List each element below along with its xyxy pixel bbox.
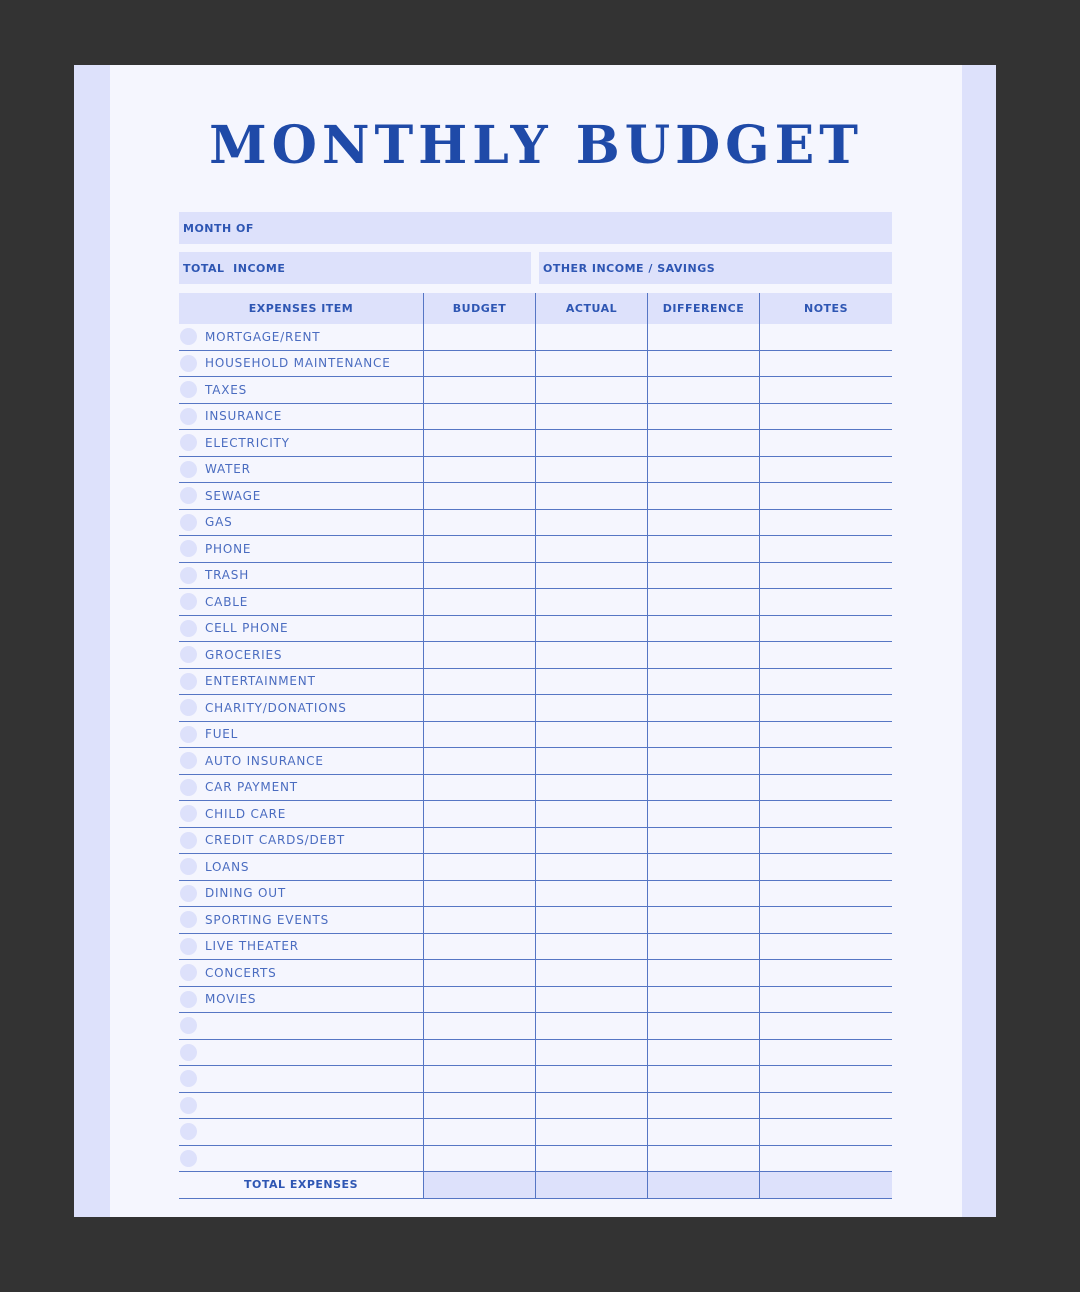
- expense-item-label: INSURANCE: [205, 409, 283, 424]
- checkbox-circle-icon[interactable]: [180, 461, 197, 478]
- notes-cell[interactable]: [759, 351, 892, 377]
- header-label: NOTES: [804, 302, 848, 315]
- notes-cell[interactable]: [759, 987, 892, 1013]
- checkbox-circle-icon[interactable]: [180, 885, 197, 902]
- difference-cell[interactable]: [647, 669, 759, 695]
- notes-cell[interactable]: [759, 616, 892, 642]
- checkbox-circle-icon[interactable]: [180, 752, 197, 769]
- table-row: [179, 642, 892, 669]
- header-budget: [423, 293, 535, 324]
- actual-cell[interactable]: [535, 1066, 647, 1092]
- table-row: [179, 1093, 892, 1120]
- table-row: [179, 748, 892, 775]
- budget-cell[interactable]: [423, 510, 535, 536]
- notes-cell[interactable]: [759, 510, 892, 536]
- difference-cell[interactable]: [647, 536, 759, 562]
- table-row: [179, 695, 892, 722]
- checkbox-circle-icon[interactable]: [180, 408, 197, 425]
- table-row: [179, 324, 892, 351]
- expense-item-label: CELL PHONE: [205, 621, 289, 636]
- budget-cell[interactable]: [423, 430, 535, 456]
- expense-item-cell: [179, 1119, 423, 1145]
- checkbox-circle-icon[interactable]: [180, 434, 197, 451]
- budget-cell[interactable]: [423, 404, 535, 430]
- table-row: [179, 960, 892, 987]
- notes-cell[interactable]: [759, 1040, 892, 1066]
- actual-cell[interactable]: [535, 907, 647, 933]
- expense-item-label: CHARITY/DONATIONS: [205, 700, 347, 715]
- expense-item-label: TAXES: [205, 382, 248, 397]
- budget-cell[interactable]: [423, 881, 535, 907]
- table-row: [179, 1066, 892, 1093]
- checkbox-circle-icon[interactable]: [180, 911, 197, 928]
- difference-cell[interactable]: [647, 960, 759, 986]
- checkbox-circle-icon[interactable]: [180, 567, 197, 584]
- expense-item-cell: [179, 801, 423, 827]
- notes-cell[interactable]: [759, 536, 892, 562]
- expense-item-cell: [179, 1040, 423, 1066]
- expense-item-label: GROCERIES: [205, 647, 283, 662]
- header-label: BUDGET: [452, 302, 507, 315]
- checkbox-circle-icon[interactable]: [180, 646, 197, 663]
- notes-cell[interactable]: [759, 563, 892, 589]
- checkbox-circle-icon[interactable]: [180, 726, 197, 743]
- table-row: [179, 483, 892, 510]
- budget-cell[interactable]: [423, 669, 535, 695]
- expense-item-label: CONCERTS: [205, 965, 277, 980]
- checkbox-circle-icon[interactable]: [180, 1044, 197, 1061]
- table-row: [179, 430, 892, 457]
- budget-cell[interactable]: [423, 854, 535, 880]
- expense-item-label: ELECTRICITY: [205, 435, 290, 450]
- table-row: [179, 1040, 892, 1067]
- expense-item-cell: [179, 1066, 423, 1092]
- checkbox-circle-icon[interactable]: [180, 381, 197, 398]
- notes-cell[interactable]: [759, 324, 892, 350]
- expense-item-cell: [179, 430, 423, 456]
- checkbox-circle-icon[interactable]: [180, 328, 197, 345]
- expense-item-label: LIVE THEATER: [205, 939, 299, 954]
- total-actual-cell[interactable]: [535, 1172, 647, 1198]
- budget-cell[interactable]: [423, 457, 535, 483]
- difference-cell[interactable]: [647, 510, 759, 536]
- expense-item-label: HOUSEHOLD MAINTENANCE: [205, 356, 391, 371]
- notes-cell[interactable]: [759, 589, 892, 615]
- expense-item-label: CAR PAYMENT: [205, 780, 298, 795]
- expense-item-cell: [179, 881, 423, 907]
- expense-item-cell: [179, 775, 423, 801]
- budget-cell[interactable]: [423, 1040, 535, 1066]
- total-expenses-label: TOTAL EXPENSES: [244, 1178, 358, 1192]
- notes-cell[interactable]: [759, 404, 892, 430]
- expense-item-cell: [179, 934, 423, 960]
- actual-cell[interactable]: [535, 483, 647, 509]
- actual-cell[interactable]: [535, 669, 647, 695]
- table-row: [179, 1013, 892, 1040]
- checkbox-circle-icon[interactable]: [180, 1070, 197, 1087]
- actual-cell[interactable]: [535, 377, 647, 403]
- notes-cell[interactable]: [759, 483, 892, 509]
- expense-item-cell: [179, 907, 423, 933]
- notes-cell[interactable]: [759, 695, 892, 721]
- expense-item-cell: [179, 324, 423, 350]
- budget-cell[interactable]: [423, 1119, 535, 1145]
- actual-cell[interactable]: [535, 1093, 647, 1119]
- difference-cell[interactable]: [647, 563, 759, 589]
- actual-cell[interactable]: [535, 881, 647, 907]
- total-income-label: TOTAL INCOME: [183, 261, 286, 275]
- budget-cell[interactable]: [423, 987, 535, 1013]
- total-notes-cell[interactable]: [759, 1172, 892, 1198]
- checkbox-circle-icon[interactable]: [180, 779, 197, 796]
- budget-cell[interactable]: [423, 828, 535, 854]
- checkbox-circle-icon[interactable]: [180, 1097, 197, 1114]
- difference-cell[interactable]: [647, 828, 759, 854]
- notes-cell[interactable]: [759, 669, 892, 695]
- notes-cell[interactable]: [759, 642, 892, 668]
- expense-item-cell: [179, 616, 423, 642]
- actual-cell[interactable]: [535, 616, 647, 642]
- budget-cell[interactable]: [423, 1093, 535, 1119]
- expense-item-cell: [179, 722, 423, 748]
- total-income-field[interactable]: [179, 252, 531, 284]
- actual-cell[interactable]: [535, 1013, 647, 1039]
- actual-cell[interactable]: [535, 960, 647, 986]
- difference-cell[interactable]: [647, 377, 759, 403]
- actual-cell[interactable]: [535, 934, 647, 960]
- expense-item-cell: [179, 404, 423, 430]
- difference-cell[interactable]: [647, 695, 759, 721]
- table-header: [179, 293, 892, 324]
- budget-cell[interactable]: [423, 563, 535, 589]
- budget-cell[interactable]: [423, 324, 535, 350]
- table-row: [179, 351, 892, 378]
- expense-item-cell: [179, 377, 423, 403]
- actual-cell[interactable]: [535, 1146, 647, 1172]
- expense-item-cell: [179, 510, 423, 536]
- table-row: [179, 1119, 892, 1146]
- expense-item-cell: [179, 854, 423, 880]
- notes-cell[interactable]: [759, 457, 892, 483]
- header-notes: [759, 293, 892, 324]
- expense-item-cell: [179, 1146, 423, 1172]
- checkbox-circle-icon[interactable]: [180, 964, 197, 981]
- header-label: ACTUAL: [565, 302, 618, 315]
- difference-cell[interactable]: [647, 854, 759, 880]
- expense-item-cell: [179, 1093, 423, 1119]
- notes-cell[interactable]: [759, 377, 892, 403]
- checkbox-circle-icon[interactable]: [180, 540, 197, 557]
- actual-cell[interactable]: [535, 987, 647, 1013]
- budget-cell[interactable]: [423, 616, 535, 642]
- table-row: [179, 457, 892, 484]
- budget-page: [110, 65, 962, 1217]
- notes-cell[interactable]: [759, 748, 892, 774]
- expense-item-cell: [179, 960, 423, 986]
- expense-item-label: AUTO INSURANCE: [205, 753, 324, 768]
- budget-cell[interactable]: [423, 934, 535, 960]
- checkbox-circle-icon[interactable]: [180, 487, 197, 504]
- difference-cell[interactable]: [647, 404, 759, 430]
- table-row: [179, 404, 892, 431]
- expense-item-cell: [179, 987, 423, 1013]
- checkbox-circle-icon[interactable]: [180, 858, 197, 875]
- notes-cell[interactable]: [759, 801, 892, 827]
- other-income-label: OTHER INCOME / SAVINGS: [543, 261, 716, 275]
- expense-item-label: MORTGAGE/RENT: [205, 329, 321, 344]
- difference-cell[interactable]: [647, 483, 759, 509]
- budget-cell[interactable]: [423, 1146, 535, 1172]
- budget-cell[interactable]: [423, 483, 535, 509]
- table-row: [179, 881, 892, 908]
- checkbox-circle-icon[interactable]: [180, 991, 197, 1008]
- checkbox-circle-icon[interactable]: [180, 938, 197, 955]
- budget-cell[interactable]: [423, 960, 535, 986]
- table-row: [179, 854, 892, 881]
- expense-item-cell: [179, 669, 423, 695]
- difference-cell[interactable]: [647, 589, 759, 615]
- month-of-field[interactable]: [179, 212, 892, 244]
- difference-cell[interactable]: [647, 1119, 759, 1145]
- expense-item-label: TRASH: [205, 568, 250, 583]
- checkbox-circle-icon[interactable]: [180, 673, 197, 690]
- checkbox-circle-icon[interactable]: [180, 699, 197, 716]
- budget-cell[interactable]: [423, 722, 535, 748]
- actual-cell[interactable]: [535, 775, 647, 801]
- expense-item-cell: [179, 589, 423, 615]
- expense-item-cell: [179, 828, 423, 854]
- difference-cell[interactable]: [647, 1146, 759, 1172]
- budget-cell[interactable]: [423, 642, 535, 668]
- expense-item-label: GAS: [205, 515, 233, 530]
- checkbox-circle-icon[interactable]: [180, 805, 197, 822]
- difference-cell[interactable]: [647, 1066, 759, 1092]
- expense-item-label: CABLE: [205, 594, 249, 609]
- checkbox-circle-icon[interactable]: [180, 593, 197, 610]
- actual-cell[interactable]: [535, 854, 647, 880]
- expense-item-label: LOANS: [205, 859, 250, 874]
- actual-cell[interactable]: [535, 563, 647, 589]
- other-income-field[interactable]: [539, 252, 892, 284]
- checkbox-circle-icon[interactable]: [180, 1150, 197, 1167]
- notes-cell[interactable]: [759, 775, 892, 801]
- expense-item-cell: [179, 483, 423, 509]
- total-difference-cell[interactable]: [647, 1172, 759, 1198]
- table-row: [179, 907, 892, 934]
- difference-cell[interactable]: [647, 1040, 759, 1066]
- difference-cell[interactable]: [647, 1013, 759, 1039]
- notes-cell[interactable]: [759, 881, 892, 907]
- actual-cell[interactable]: [535, 695, 647, 721]
- expense-item-cell: [179, 695, 423, 721]
- checkbox-circle-icon[interactable]: [180, 620, 197, 637]
- checkbox-circle-icon[interactable]: [180, 514, 197, 531]
- actual-cell[interactable]: [535, 457, 647, 483]
- table-row: [179, 669, 892, 696]
- actual-cell[interactable]: [535, 404, 647, 430]
- budget-cell[interactable]: [423, 801, 535, 827]
- table-row: [179, 510, 892, 537]
- expense-item-label: WATER: [205, 462, 251, 477]
- budget-cell[interactable]: [423, 907, 535, 933]
- difference-cell[interactable]: [647, 801, 759, 827]
- difference-cell[interactable]: [647, 934, 759, 960]
- difference-cell[interactable]: [647, 642, 759, 668]
- difference-cell[interactable]: [647, 907, 759, 933]
- notes-cell[interactable]: [759, 1093, 892, 1119]
- expense-item-label: SEWAGE: [205, 488, 262, 503]
- table-row: [179, 828, 892, 855]
- expense-item-label: DINING OUT: [205, 886, 286, 901]
- table-row: [179, 377, 892, 404]
- header-difference: [647, 293, 759, 324]
- expense-item-label: CHILD CARE: [205, 806, 287, 821]
- total-expenses-label-cell: [179, 1172, 423, 1198]
- budget-cell[interactable]: [423, 1066, 535, 1092]
- table-row: [179, 1146, 892, 1173]
- difference-cell[interactable]: [647, 1093, 759, 1119]
- header-expenses-item: [179, 293, 423, 324]
- notes-cell[interactable]: [759, 722, 892, 748]
- actual-cell[interactable]: [535, 722, 647, 748]
- difference-cell[interactable]: [647, 775, 759, 801]
- page-title: MONTHLY BUDGET: [209, 115, 863, 176]
- table-row: [179, 722, 892, 749]
- budget-cell[interactable]: [423, 351, 535, 377]
- difference-cell[interactable]: [647, 722, 759, 748]
- checkbox-circle-icon[interactable]: [180, 832, 197, 849]
- expenses-table: [179, 293, 892, 1199]
- month-of-label: MONTH OF: [183, 221, 254, 235]
- notes-cell[interactable]: [759, 854, 892, 880]
- difference-cell[interactable]: [647, 430, 759, 456]
- actual-cell[interactable]: [535, 510, 647, 536]
- notes-cell[interactable]: [759, 960, 892, 986]
- budget-cell[interactable]: [423, 748, 535, 774]
- table-row: [179, 589, 892, 616]
- table-body: [179, 324, 892, 1172]
- checkbox-circle-icon[interactable]: [180, 355, 197, 372]
- checkbox-circle-icon[interactable]: [180, 1123, 197, 1140]
- budget-cell[interactable]: [423, 1013, 535, 1039]
- expense-item-label: ENTERTAINMENT: [205, 674, 316, 689]
- expense-item-label: SPORTING EVENTS: [205, 912, 330, 927]
- budget-cell[interactable]: [423, 377, 535, 403]
- difference-cell[interactable]: [647, 616, 759, 642]
- difference-cell[interactable]: [647, 748, 759, 774]
- expense-item-cell: [179, 457, 423, 483]
- difference-cell[interactable]: [647, 987, 759, 1013]
- expense-item-cell: [179, 1013, 423, 1039]
- header-label: DIFFERENCE: [662, 302, 745, 315]
- expense-item-label: MOVIES: [205, 992, 257, 1007]
- budget-cell[interactable]: [423, 695, 535, 721]
- notes-cell[interactable]: [759, 430, 892, 456]
- table-row: [179, 536, 892, 563]
- notes-cell[interactable]: [759, 907, 892, 933]
- notes-cell[interactable]: [759, 1066, 892, 1092]
- table-row: [179, 934, 892, 961]
- expense-item-cell: [179, 642, 423, 668]
- difference-cell[interactable]: [647, 457, 759, 483]
- total-budget-cell[interactable]: [423, 1172, 535, 1198]
- actual-cell[interactable]: [535, 828, 647, 854]
- actual-cell[interactable]: [535, 589, 647, 615]
- notes-cell[interactable]: [759, 828, 892, 854]
- expense-item-label: FUEL: [205, 727, 239, 742]
- table-row: [179, 775, 892, 802]
- actual-cell[interactable]: [535, 536, 647, 562]
- expense-item-label: PHONE: [205, 541, 252, 556]
- notes-cell[interactable]: [759, 1119, 892, 1145]
- budget-sheet: [74, 65, 996, 1217]
- expense-item-cell: [179, 536, 423, 562]
- difference-cell[interactable]: [647, 351, 759, 377]
- table-row: [179, 563, 892, 590]
- header-label: EXPENSES ITEM: [248, 302, 354, 315]
- notes-cell[interactable]: [759, 1013, 892, 1039]
- actual-cell[interactable]: [535, 801, 647, 827]
- expense-item-cell: [179, 351, 423, 377]
- header-actual: [535, 293, 647, 324]
- budget-cell[interactable]: [423, 536, 535, 562]
- expense-item-cell: [179, 563, 423, 589]
- difference-cell[interactable]: [647, 324, 759, 350]
- checkbox-circle-icon[interactable]: [180, 1017, 197, 1034]
- actual-cell[interactable]: [535, 642, 647, 668]
- actual-cell[interactable]: [535, 324, 647, 350]
- notes-cell[interactable]: [759, 1146, 892, 1172]
- actual-cell[interactable]: [535, 351, 647, 377]
- actual-cell[interactable]: [535, 748, 647, 774]
- notes-cell[interactable]: [759, 934, 892, 960]
- expense-item-label: CREDIT CARDS/DEBT: [205, 833, 346, 848]
- actual-cell[interactable]: [535, 1119, 647, 1145]
- expense-item-cell: [179, 748, 423, 774]
- table-row: [179, 801, 892, 828]
- table-row: [179, 987, 892, 1014]
- budget-cell[interactable]: [423, 775, 535, 801]
- actual-cell[interactable]: [535, 430, 647, 456]
- budget-cell[interactable]: [423, 589, 535, 615]
- actual-cell[interactable]: [535, 1040, 647, 1066]
- difference-cell[interactable]: [647, 881, 759, 907]
- table-row: [179, 616, 892, 643]
- total-expenses-row: [179, 1172, 892, 1199]
